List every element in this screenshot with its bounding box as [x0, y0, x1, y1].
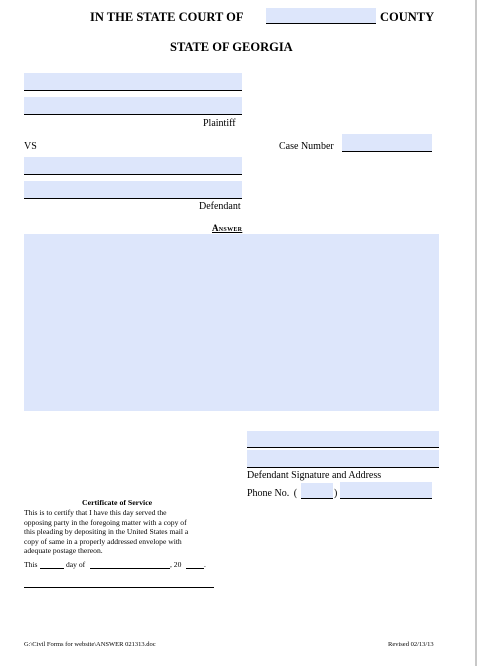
court-title-prefix: IN THE STATE COURT OF: [90, 10, 244, 24]
day-blank[interactable]: [40, 568, 64, 569]
signature-label: Defendant Signature and Address: [247, 470, 382, 481]
defendant-field-2[interactable]: [24, 181, 242, 199]
plaintiff-label: Plaintiff: [203, 118, 236, 129]
footer-revised: Revised 02/13/13: [388, 641, 434, 648]
county-label: COUNTY: [380, 10, 435, 24]
certificate-line: opposing party in the foregoing matter with a copy of: [24, 517, 187, 527]
certificate-line: this pleading by depositing in the United States mail a: [24, 527, 189, 536]
certificate-date-day: day of: [66, 560, 86, 569]
answer-textarea[interactable]: [24, 234, 439, 411]
defendant-field-1[interactable]: [24, 157, 242, 175]
certificate-body: [24, 508, 214, 556]
certificate-title: Certificate of Service: [82, 498, 153, 507]
vs-label: VS: [24, 141, 37, 152]
certificate-line: adequate postage thereon.: [24, 546, 103, 555]
phone-area-code-field[interactable]: [301, 483, 333, 499]
phone-label: Phone No.: [247, 488, 290, 499]
court-title: [90, 10, 244, 25]
plaintiff-field-1[interactable]: [24, 73, 242, 91]
phone-open-paren: (: [293, 488, 298, 499]
answer-title: Answer: [212, 223, 243, 233]
signature-field-2[interactable]: [247, 450, 439, 468]
county-field[interactable]: [266, 8, 376, 24]
certificate-date-year: , 20: [170, 560, 182, 569]
certificate-date-end: .: [204, 560, 206, 569]
phone-row: [247, 488, 297, 499]
certificate-line: This is to certify that I have this day served the: [24, 508, 167, 517]
case-number-field[interactable]: [342, 134, 432, 152]
case-number-label: Case Number: [279, 141, 334, 152]
plaintiff-field-2[interactable]: [24, 97, 242, 115]
phone-close-paren: ): [334, 488, 338, 499]
state-title: STATE OF GEORGIA: [170, 40, 293, 54]
signature-field-1[interactable]: [247, 431, 439, 448]
certificate-signature-line[interactable]: [24, 587, 214, 588]
month-blank[interactable]: [90, 568, 170, 569]
certificate-date-this: This: [24, 560, 38, 569]
footer-path: G:\Civil Forms for website\ANSWER 021313.doc: [24, 641, 156, 648]
year-blank[interactable]: [186, 568, 204, 569]
phone-number-field[interactable]: [340, 482, 432, 499]
certificate-line: copy of same in a properly addressed envelope with: [24, 536, 182, 546]
defendant-label: Defendant: [199, 201, 241, 212]
